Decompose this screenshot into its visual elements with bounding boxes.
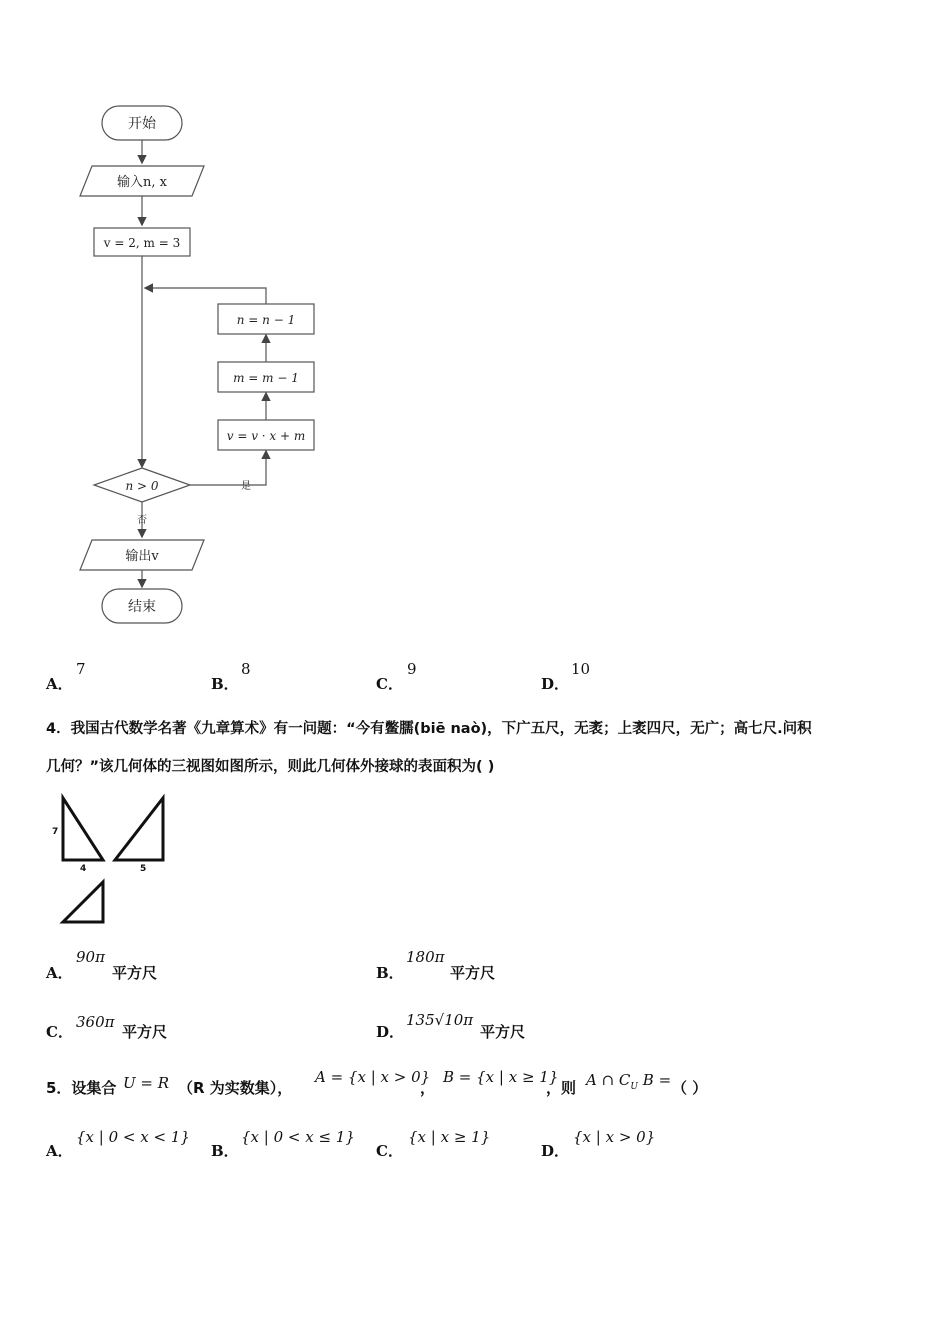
q5-option-a-label: A． <box>46 1142 73 1160</box>
q4-option-c-value: 360π <box>76 1013 115 1031</box>
q5-sep: ， <box>420 1079 436 1097</box>
side-view-triangle <box>115 798 163 860</box>
top-view-triangle <box>63 882 103 922</box>
height-label: 7 <box>52 827 59 837</box>
q5-u-def: U = R <box>123 1074 170 1092</box>
q5-option-c-label: C． <box>376 1142 403 1160</box>
end-text: 结束 <box>128 599 156 615</box>
q4-option-d-unit: 平方尺 <box>480 1023 526 1041</box>
q3-option-c-label: C． <box>376 675 403 693</box>
q5-expr-tail: B = <box>642 1071 672 1089</box>
q4-option-c-label: C． <box>46 1023 73 1041</box>
q5-r-note: （R 为实数集）， <box>178 1079 293 1097</box>
output-text: 输出v <box>125 549 159 564</box>
q4-option-d-value: 135√10π <box>406 1011 474 1029</box>
q3-option-d-label: D． <box>541 675 570 693</box>
step-v-text: v = v · x + m <box>226 429 306 443</box>
front-base-label: 4 <box>80 864 87 874</box>
q5-option-d-value: {x | x > 0} <box>573 1128 656 1146</box>
input-text: 输入n, x <box>117 175 167 190</box>
q5-expr-sub: U <box>630 1082 639 1092</box>
step-n-text: n = n − 1 <box>236 313 296 327</box>
start-text: 开始 <box>128 116 156 132</box>
q5-prefix: 5．设集合 <box>46 1079 117 1097</box>
q5-option-a-value: {x | 0 < x < 1} <box>76 1128 190 1146</box>
condition-text: n > 0 <box>125 479 159 493</box>
flowchart <box>0 0 360 640</box>
q4-option-a-unit: 平方尺 <box>112 964 158 982</box>
q5-b-def: B = {x | x ≥ 1} <box>443 1068 559 1086</box>
q5-option-b-label: B． <box>211 1142 239 1160</box>
q4-text-line2: 几何？”该几何体的三视图如图所示，则此几何体外接球的表面积为( ) <box>46 759 495 775</box>
q4-option-c-unit: 平方尺 <box>122 1023 168 1041</box>
q3-option-c-value: 9 <box>407 660 417 678</box>
q5-then: ，则 <box>546 1079 577 1097</box>
q4-option-b-label: B． <box>376 964 404 982</box>
init-text: v = 2, m = 3 <box>103 236 181 250</box>
no-label: 否 <box>137 515 147 526</box>
step-m-text: m = m − 1 <box>233 371 299 385</box>
q3-option-a-label: A． <box>46 675 73 693</box>
front-view-triangle <box>63 798 103 860</box>
q5-option-c-value: {x | x ≥ 1} <box>408 1128 491 1146</box>
q4-text-line1: 4．我国古代数学名著《九章算术》有一问题：“今有鳖臑(biē naò)，下广五尺，无袤；上袤四尺，无广；高七尺.问积 <box>46 721 812 737</box>
yes-label: 是 <box>241 481 251 492</box>
q5-option-b-value: {x | 0 < x ≤ 1} <box>241 1128 355 1146</box>
q3-option-b-label: B． <box>211 675 239 693</box>
side-base-label: 5 <box>140 864 147 874</box>
q5-option-d-label: D． <box>541 1142 570 1160</box>
q4-option-b-unit: 平方尺 <box>450 964 496 982</box>
q4-option-a-value: 90π <box>76 948 105 966</box>
q5-expr-main: A ∩ C <box>586 1071 631 1089</box>
three-view-diagram <box>40 790 180 930</box>
q4-option-a-label: A． <box>46 964 73 982</box>
q4-option-d-label: D． <box>376 1023 405 1041</box>
q4-option-b-value: 180π <box>406 948 445 966</box>
q3-option-a-value: 7 <box>76 660 86 678</box>
q3-option-b-value: 8 <box>241 660 251 678</box>
q5-a-def: A = {x | x > 0} <box>315 1068 431 1086</box>
q5-expr <box>586 1071 671 1092</box>
q3-option-d-value: 10 <box>571 660 591 678</box>
q5-paren: （ ） <box>672 1079 708 1097</box>
